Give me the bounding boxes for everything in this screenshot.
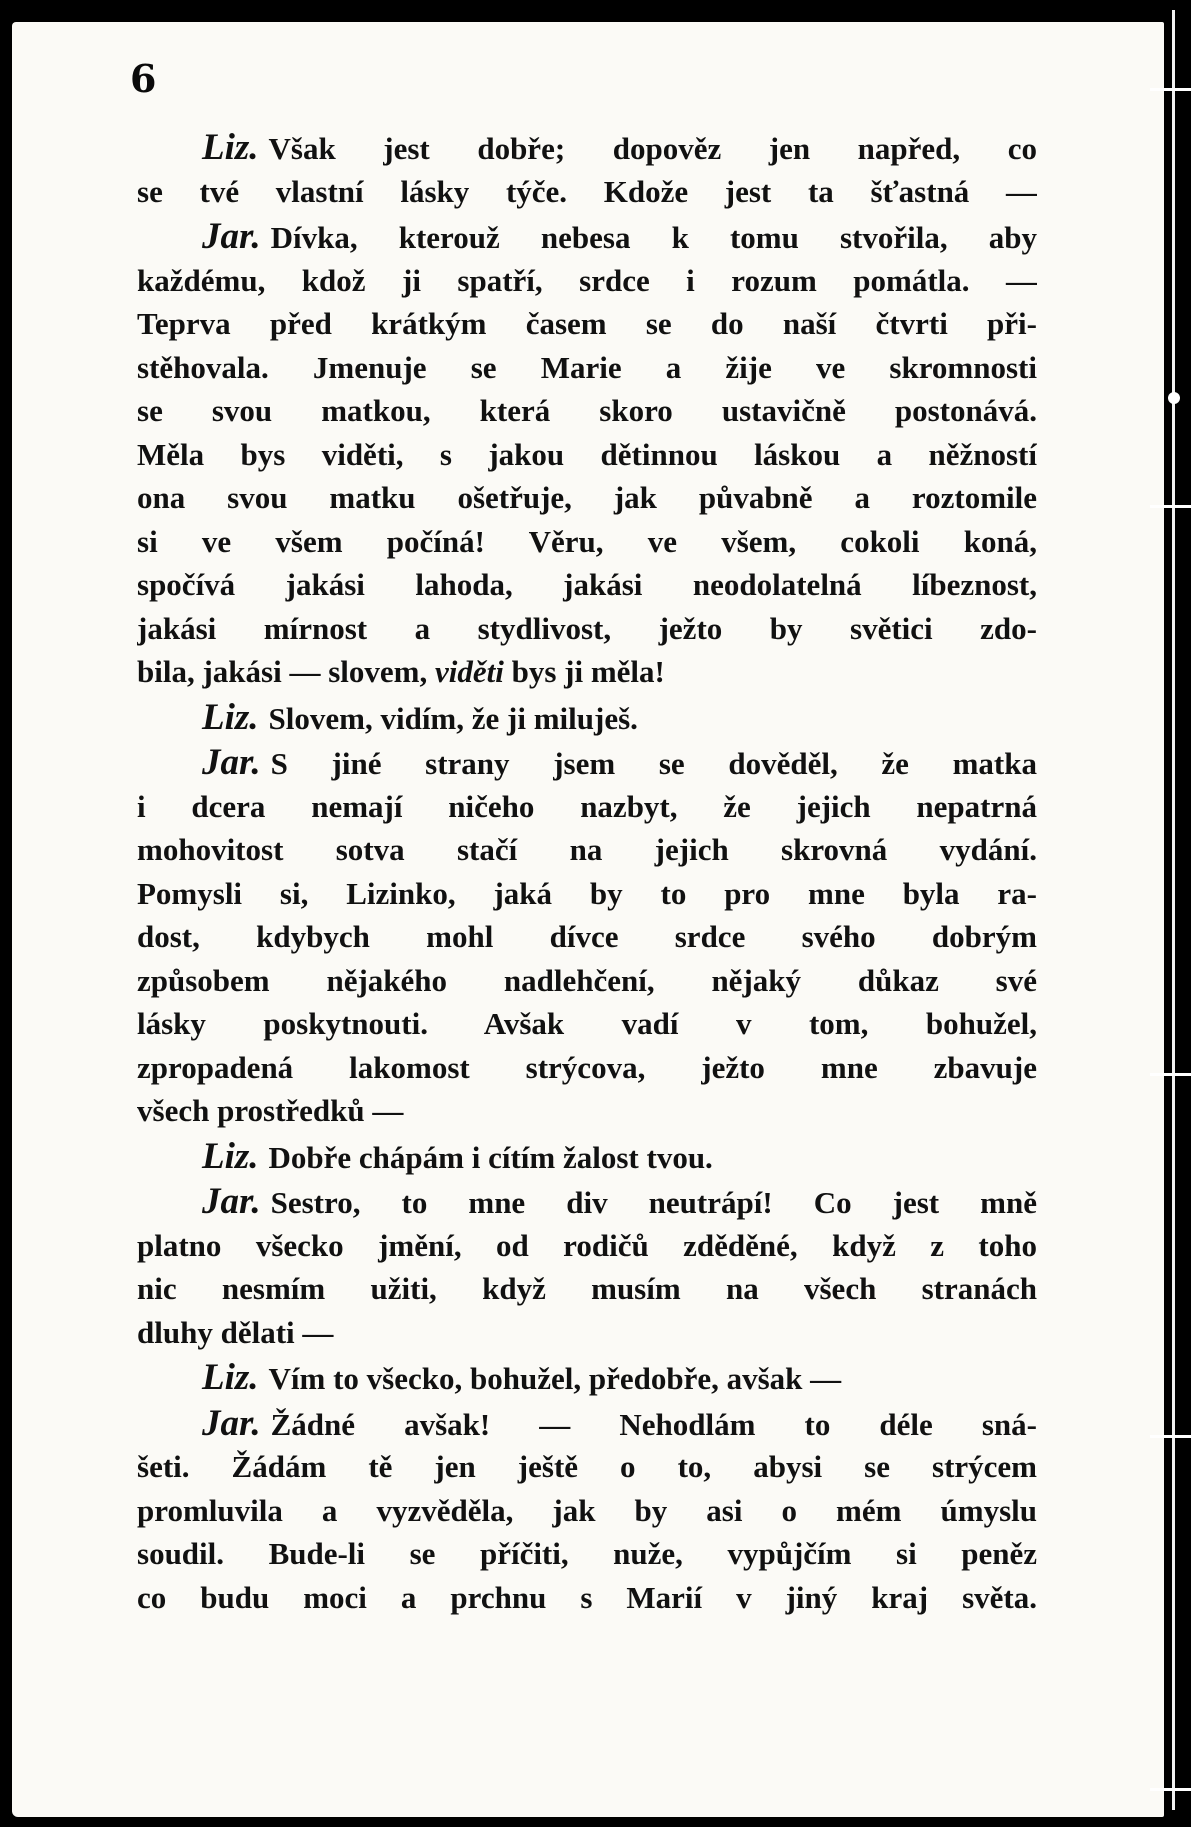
text-line: Teprva před krátkým časem se do naší čtvrti při- bbox=[137, 306, 1037, 341]
text-line: Měla bys viděti, s jakou dětinnou láskou a něžností bbox=[137, 436, 1037, 472]
spine-tick bbox=[1150, 505, 1191, 508]
text-line: soudil. Bude-li se příčiti, nuže, vypůjčím si peněz bbox=[137, 1536, 1037, 1571]
spine-tick bbox=[1150, 88, 1191, 91]
text-line: Jar. Sestro, to mne div neutrápí! Co jest mně bbox=[202, 1181, 1037, 1222]
speaker-label: Jar. bbox=[202, 1402, 261, 1444]
text-line: mohovitost sotva stačí na jejich skrovná vydání. bbox=[137, 832, 1037, 867]
text-line: ona svou matku ošetřuje, jak půvabně a roztomile bbox=[137, 480, 1037, 515]
speaker-label: Jar. bbox=[202, 1181, 261, 1222]
book-spine bbox=[1164, 0, 1191, 1827]
text-line: se tvé vlastní lásky týče. Kdože jest ta šťastná — bbox=[137, 173, 1037, 209]
text-line: dluhy dělati — bbox=[137, 1314, 334, 1350]
text-line: Liz. Slovem, vidím, že ji miluješ. bbox=[202, 696, 638, 738]
text-line: Liz. Dobře chápám i cítím žalost tvou. bbox=[202, 1135, 713, 1177]
speaker-label: Liz. bbox=[202, 696, 259, 738]
spine-mark bbox=[1168, 392, 1180, 404]
text-line: promluvila a vyzvěděla, jak by asi o mém úmyslu bbox=[137, 1492, 1037, 1528]
speaker-label: Jar. bbox=[202, 216, 261, 257]
text-line: každému, kdož ji spatří, srdce i rozum pomátla. — bbox=[137, 262, 1037, 298]
speaker-label: Liz. bbox=[202, 1357, 259, 1398]
text-line: dost, kdybych mohl dívce srdce svého dobrým bbox=[137, 919, 1037, 954]
spine-tick bbox=[1150, 1435, 1191, 1438]
emphasized-word: viděti bbox=[434, 654, 504, 689]
text-line: způsobem nějakého nadlehčení, nějaký důkaz své bbox=[137, 962, 1037, 998]
text-line: šeti. Žádám tě jen ještě o to, abysi se strýcem bbox=[137, 1449, 1037, 1484]
speaker-label: Jar. bbox=[202, 742, 261, 783]
text-line: i dcera nemají ničeho nazbyt, že jejich nepatrná bbox=[137, 788, 1037, 824]
text-line: bila, jakási — slovem, viděti bys ji měla! bbox=[137, 654, 665, 689]
text-line: stěhovala. Jmenuje se Marie a žije ve skromnosti bbox=[137, 349, 1037, 385]
text-line: Liz. Však jest dobře; dopověz jen napřed, co bbox=[202, 127, 1037, 168]
text-line: Jar. Dívka, kterouž nebesa k tomu stvořila, aby bbox=[202, 216, 1037, 257]
text-line: Jar. Žádné avšak! — Nehodlám to déle sná- bbox=[202, 1402, 1037, 1444]
dialogue-text bbox=[137, 124, 1037, 1619]
spine-edge-line bbox=[1172, 10, 1175, 1810]
text-line: spočívá jakási lahoda, jakási neodolatelná líbeznost, bbox=[137, 567, 1037, 602]
text-line: platno všecko jmění, od rodičů zděděné, když z toho bbox=[137, 1227, 1037, 1263]
text-line: všech prostředků — bbox=[137, 1093, 404, 1128]
spine-tick bbox=[1150, 1788, 1191, 1791]
text-line: Pomysli si, Lizinko, jaká by to pro mne byla ra- bbox=[137, 875, 1037, 911]
page-number: 6 bbox=[130, 56, 157, 101]
text-line: nic nesmím užiti, když musím na všech stranách bbox=[137, 1271, 1037, 1306]
text-line: se svou matkou, která skoro ustavičně postonává. bbox=[137, 393, 1037, 428]
text-line: si ve všem počíná! Věru, ve všem, cokoli koná, bbox=[137, 523, 1037, 559]
text-line: zpropadená lakomost strýcova, ježto mne zbavuje bbox=[137, 1049, 1037, 1085]
speaker-label: Liz. bbox=[202, 127, 259, 168]
text-line: Jar. S jiné strany jsem se dověděl, že matka bbox=[202, 742, 1037, 783]
text-line: co budu moci a prchnu s Marií v jiný kraj světa. bbox=[137, 1579, 1037, 1615]
text-line: jakási mírnost a stydlivost, ježto by světici zdo- bbox=[137, 610, 1037, 646]
text-line: lásky poskytnouti. Avšak vadí v tom, bohužel, bbox=[137, 1006, 1037, 1041]
spine-tick bbox=[1150, 1073, 1191, 1076]
speaker-label: Liz. bbox=[202, 1135, 259, 1177]
text-line: Liz. Vím to všecko, bohužel, předobře, avšak — bbox=[202, 1357, 842, 1398]
